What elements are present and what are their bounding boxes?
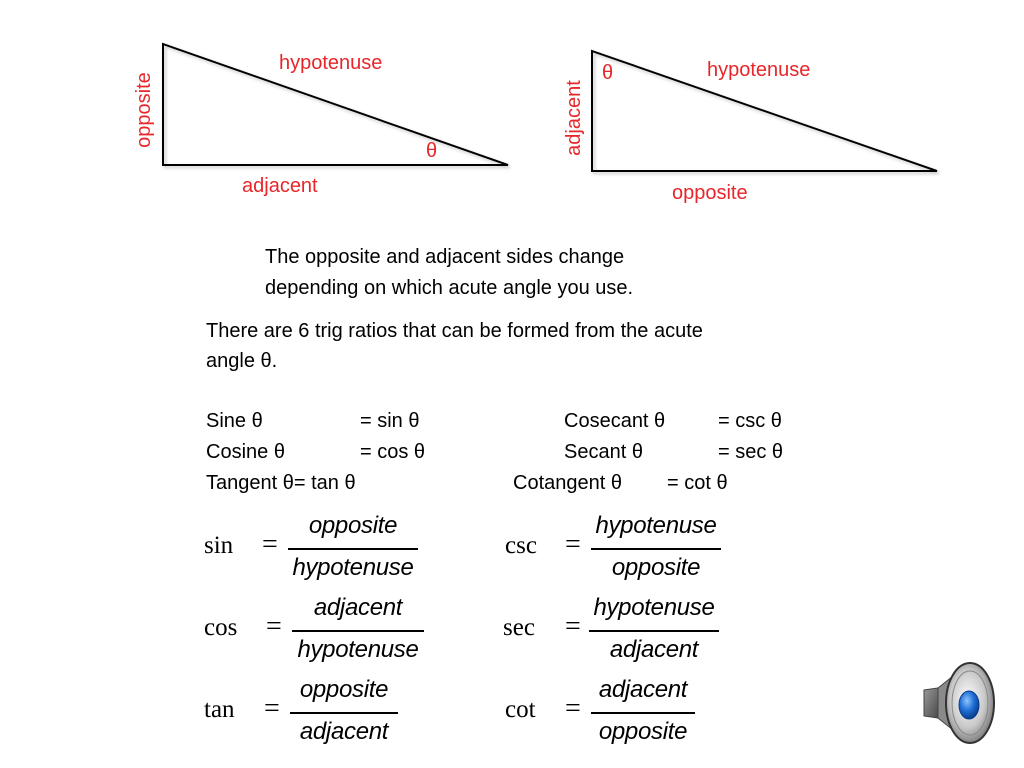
right-hypotenuse-label: hypotenuse <box>707 59 811 81</box>
formula-cot-fn: cot <box>505 696 536 723</box>
cosecant-value: = csc θ <box>718 410 782 432</box>
formula-sin-eq: = <box>262 529 278 560</box>
formula-sec-num: hypotenuse <box>593 594 715 621</box>
formula-csc <box>505 510 735 590</box>
formula-cot-num: adjacent <box>598 676 688 703</box>
formula-csc-bar <box>591 548 721 550</box>
formula-cot-den: opposite <box>598 718 688 745</box>
formula-sin-bar <box>288 548 418 550</box>
formula-csc-num: hypotenuse <box>595 512 717 539</box>
left-adjacent-label: adjacent <box>242 175 318 197</box>
formula-sin-den: hypotenuse <box>292 554 414 581</box>
intro-line-1: There are 6 trig ratios that can be formed from the acute <box>206 320 703 342</box>
tangent-line: Tangent θ= tan θ <box>206 472 356 494</box>
formula-cot <box>505 674 735 754</box>
formula-sin-num: opposite <box>308 512 398 539</box>
formula-tan-eq: = <box>264 693 280 724</box>
intro-line-2: angle θ. <box>206 350 278 372</box>
formula-tan <box>204 674 434 754</box>
formula-sin <box>204 510 434 590</box>
formula-csc-den: opposite <box>611 554 701 581</box>
cotangent-label: Cotangent θ <box>513 472 622 494</box>
formula-cos-fn: cos <box>204 614 238 641</box>
cotangent-value: = cot θ <box>667 472 728 494</box>
formula-cos-eq: = <box>266 611 282 642</box>
formula-cos-num: adjacent <box>313 594 403 621</box>
sine-label: Sine θ <box>206 410 263 432</box>
speaker-icon[interactable] <box>918 658 998 748</box>
formula-tan-fn: tan <box>204 696 235 723</box>
formula-sec-eq: = <box>565 611 581 642</box>
formula-sin-fn: sin <box>204 532 234 559</box>
sine-value: = sin θ <box>360 410 420 432</box>
note-line-2: depending on which acute angle you use. <box>265 277 634 299</box>
formula-sec <box>503 592 733 672</box>
formula-tan-num: opposite <box>299 676 389 703</box>
formula-sec-den: adjacent <box>609 636 699 663</box>
formula-cos-den: hypotenuse <box>297 636 419 663</box>
formula-cot-bar <box>591 712 695 714</box>
note-line-1: The opposite and adjacent sides change <box>265 246 625 268</box>
left-hypotenuse-label: hypotenuse <box>279 52 383 74</box>
cosecant-label: Cosecant θ <box>564 410 666 432</box>
formula-cos <box>204 592 434 672</box>
secant-label: Secant θ <box>564 441 643 463</box>
left-opposite-label: opposite <box>133 72 155 148</box>
formula-cot-eq: = <box>565 693 581 724</box>
right-theta-label: θ <box>602 62 614 84</box>
formula-sec-bar <box>589 630 719 632</box>
cosine-label: Cosine θ <box>206 441 285 463</box>
formula-sec-fn: sec <box>503 614 535 641</box>
cosine-value: = cos θ <box>360 441 426 463</box>
formula-csc-fn: csc <box>505 532 537 559</box>
left-theta-label: θ <box>426 140 438 162</box>
right-opposite-label: opposite <box>672 182 748 204</box>
formula-cos-bar <box>292 630 424 632</box>
right-adjacent-label: adjacent <box>563 80 585 156</box>
formula-csc-eq: = <box>565 529 581 560</box>
formula-tan-bar <box>290 712 398 714</box>
formula-tan-den: adjacent <box>299 718 389 745</box>
secant-value: = sec θ <box>718 441 784 463</box>
